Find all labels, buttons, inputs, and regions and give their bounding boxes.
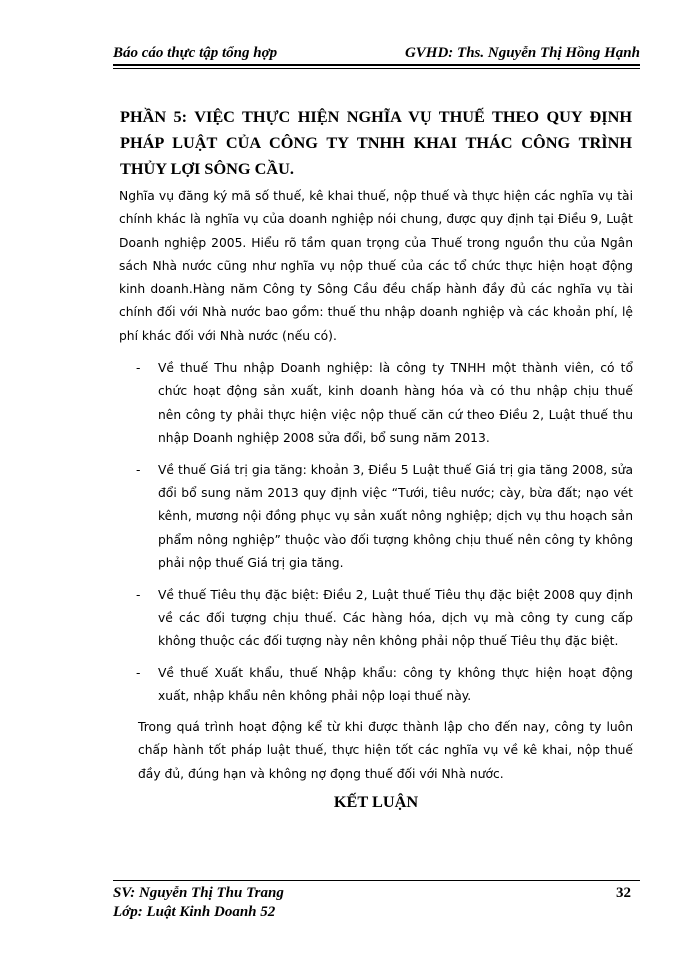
list-item — [136, 459, 633, 575]
tax-bullet-list — [136, 357, 633, 717]
header-supervisor: GVHD: Ths. Nguyễn Thị Hồng Hạnh — [404, 45, 640, 61]
bullet-text: Về thuế Xuất khẩu, thuế Nhập khẩu: công ty không thực hiện hoạt động xuất, nhập khẩu nên không phải nộp loại thuế này. — [158, 666, 633, 704]
bullet-dash: - — [136, 462, 141, 477]
bullet-text: Về thuế Thu nhập Doanh nghiệp: là công ty TNHH một thành viên, có tổ chức hoạt động sản xuất, kinh doanh hàng hóa và có thu nhập chịu thuế nên công ty phải thực hiện việc nộp thuế căn cứ theo Điều 2, Luật thuế thu nhập Doanh nghiệp 2008 sửa đổi, bổ sung năm 2013. — [158, 361, 633, 445]
page-footer — [113, 884, 640, 922]
conclusion-heading: KẾT LUẬN — [333, 792, 419, 811]
list-item — [136, 584, 633, 654]
bullet-dash: - — [136, 361, 141, 375]
header-divider — [113, 64, 640, 69]
footer-student-name: SV: Nguyễn Thị Thu Trang — [113, 885, 284, 901]
bullet-dash: - — [136, 587, 141, 602]
list-item — [136, 357, 633, 450]
header-report-title: Báo cáo thực tập tổng hợp — [113, 45, 278, 61]
list-item — [136, 662, 633, 709]
closing-paragraph: Trong quá trình hoạt động kể từ khi được thành lập cho đến nay, công ty luôn chấp hành tốt pháp luật thuế, thực hiện tốt các nghĩa vụ về kê khai, nộp thuế đầy đủ, đúng hạn và không nợ đọng thuế đối với Nhà nước. — [138, 720, 633, 781]
bullet-text: Về thuế Tiêu thụ đặc biệt: Điều 2, Luật thuế Tiêu thụ đặc biệt 2008 quy định về các đối tượng chịu thuế. Các hàng hóa, dịch vụ mà công ty cung cấp không thuộc các đối tượng này nên không phải nộp thuế Tiêu thụ đặc biệt. — [158, 587, 633, 649]
footer-class: Lớp: Luật Kinh Doanh 52 — [113, 904, 276, 920]
section-title: PHẦN 5: VIỆC THỰC HIỆN NGHĨA VỤ THUẾ THEO QUY ĐỊNH PHÁP LUẬT CỦA CÔNG TY TNHH KHAI THÁC CÔNG TRÌNH THỦY LỢI SÔNG CẦU. — [120, 107, 632, 178]
page-header — [113, 40, 640, 62]
bullet-text: Về thuế Giá trị gia tăng: khoản 3, Điều 5 Luật thuế Giá trị gia tăng 2008, sửa đổi bổ sung năm 2013 quy định việc “Tưới, tiêu nước; cày, bừa đất; nạo vét kênh, mương nội đồng phục vụ sản xuất nông nghiệp; dịch vụ thu hoạch sản phẩm nông nghiệp” thuộc vào đối tượng không chịu thuế nên công ty không phải nộp thuế Giá trị gia tăng. — [158, 462, 633, 570]
footer-divider — [113, 880, 640, 881]
bullet-dash: - — [136, 666, 141, 681]
page-number: 32 — [616, 885, 631, 901]
intro-paragraph: Nghĩa vụ đăng ký mã số thuế, kê khai thuế, nộp thuế và thực hiện các nghĩa vụ tài chính khác là nghĩa vụ của doanh nghiệp nói chung, được quy định tại Điều 9, Luật Doanh nghiệp 2005. Hiểu rõ tầm quan trọng của Thuế trong nguồn thu của Ngân sách Nhà nước cũng như nghĩa vụ nộp thuế của các tổ chức thực hiện hoạt động kinh doanh.Hàng năm Công ty Sông Cầu đều chấp hành đầy đủ các nghĩa vụ tài chính đối với Nhà nước bao gồm: thuế thu nhập doanh nghiệp và các khoản phí, lệ phí khác đối với Nhà nước (nếu có). — [119, 189, 633, 343]
